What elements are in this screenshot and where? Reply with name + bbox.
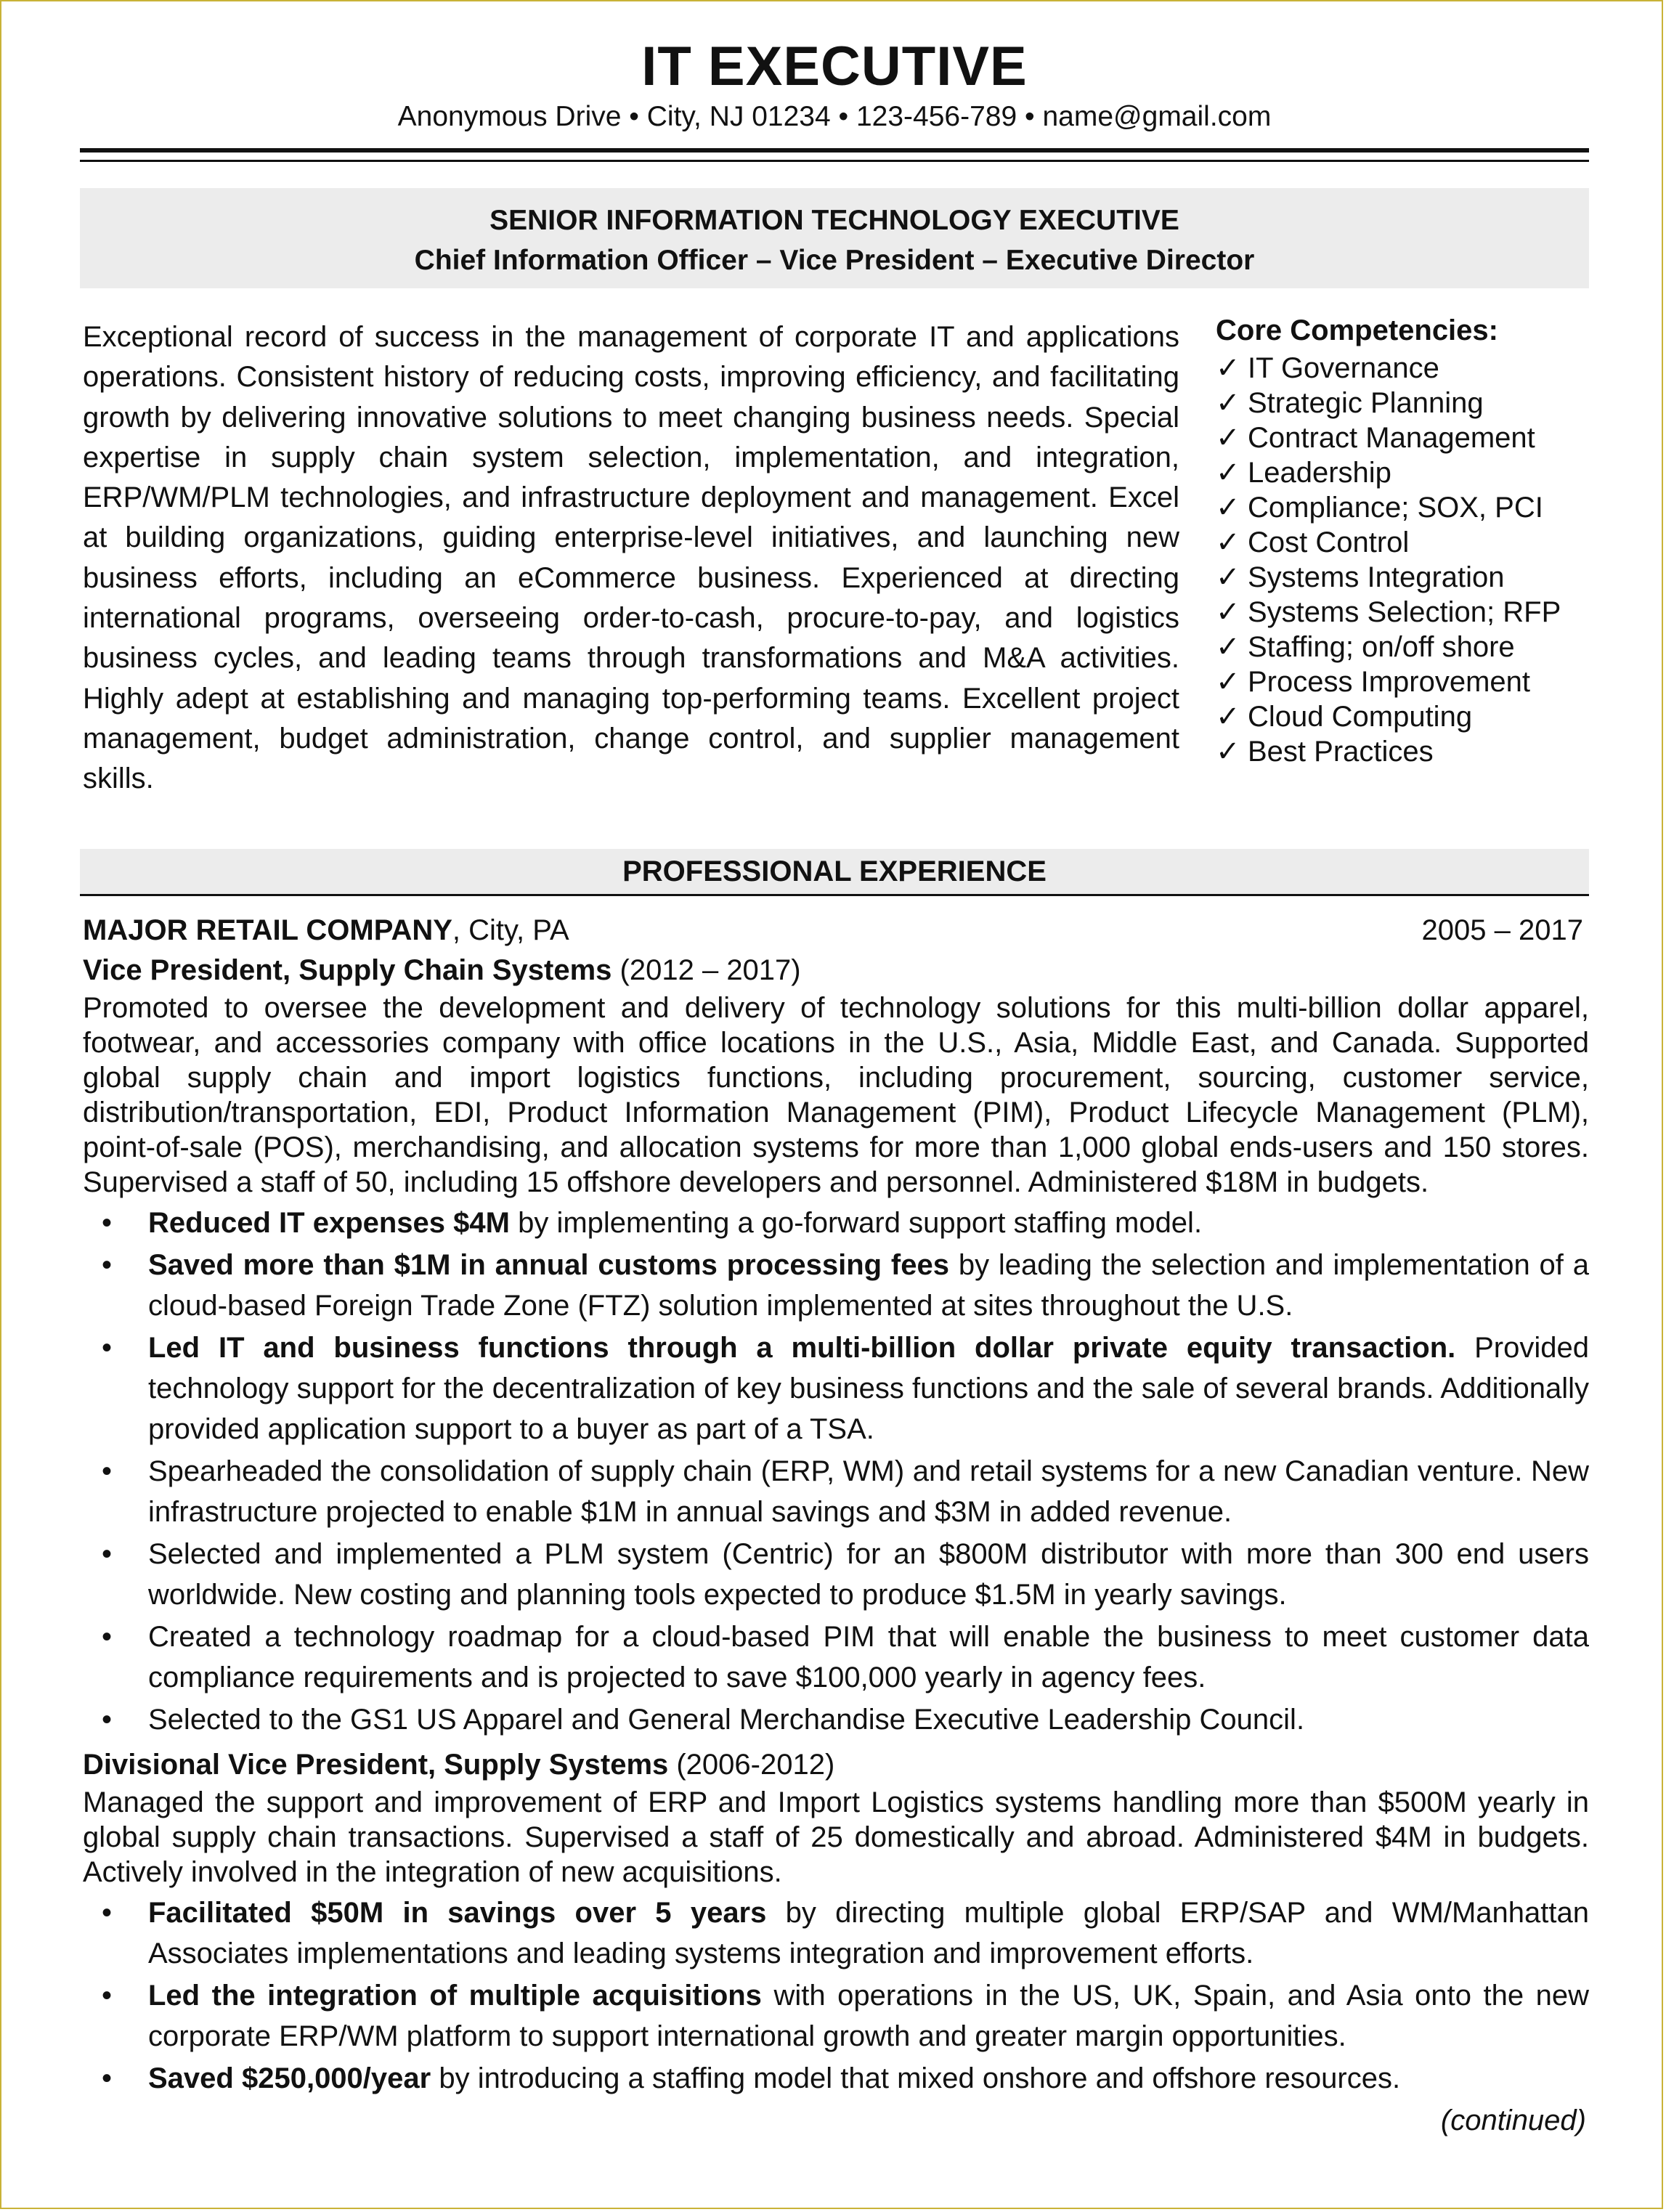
achievement-item: • Selected to the GS1 US Apparel and General Merchandise Executive Leadership Council. [80,1699,1589,1740]
role-title-dvp: Divisional Vice President, Supply Systems (2006-2012) [83,1748,835,1781]
company-name: MAJOR RETAIL COMPANY [83,914,452,946]
competency-item: ✓ Systems Integration [1216,561,1505,593]
candidate-name: IT EXECUTIVE [641,36,1028,97]
bullet-icon: • [102,1455,113,1487]
headline-band [80,188,1589,288]
checkmark-icon: ✓ [1216,631,1240,663]
checkmark-icon: ✓ [1216,387,1240,419]
competency-item: ✓ Compliance; SOX, PCI [1216,492,1543,524]
role-description-vp: Promoted to oversee the development and delivery of technology solutions for this multi-billion dollar apparel, footwear, and accessories company with office locations in the U.S., Asia, Middle East, and Canada. Supported global supply chain and import logistics functions, including procurement, sourcing, customer service, distribution/transportation, EDI, Product Information Management (PIM), Product Lifecycle Management (PLM), point-of-sale (POS), merchandising, and allocation systems for more than 1,000 global ends-users and 150 stores. Supervised a staff of 50, including 15 offshore developers and personnel. Administered $18M in budgets. [83,991,1589,1198]
achievement-item: • Led the integration of multiple acquisitions with operations in the US, UK, Spain, and Asia onto the new corporate ERP/WM platform to support international growth and greater margin opportunities. [80,1975,1589,2057]
checkmark-icon: ✓ [1216,422,1240,454]
checkmark-icon: ✓ [1216,492,1240,524]
competency-item: ✓ Leadership [1216,457,1391,489]
checkmark-icon: ✓ [1216,561,1240,593]
competency-item: ✓ Cost Control [1216,526,1410,558]
achievement-item: • Spearheaded the consolidation of supply chain (ERP, WM) and retail systems for a new Canadian venture. New infrastructure projected to enable $1M in annual savings and $3M in added revenue. [80,1451,1589,1532]
checkmark-icon: ✓ [1216,666,1240,698]
competency-item: ✓ Contract Management [1216,422,1535,454]
competency-item: ✓ Systems Selection; RFP [1216,596,1561,628]
competency-item: ✓ Best Practices [1216,736,1434,768]
checkmark-icon: ✓ [1216,526,1240,558]
bullet-icon: • [102,2062,113,2094]
competencies-list [1216,351,1579,769]
competency-item: ✓ Cloud Computing [1216,701,1473,733]
core-competencies [1216,314,1579,800]
achievements-dvp [80,1892,1589,2099]
competency-item: ✓ Staffing; on/off shore [1216,631,1515,663]
bullet-icon: • [102,1331,113,1364]
bullet-icon: • [102,1537,113,1570]
achievements-vp [80,1203,1589,1740]
bullet-icon: • [102,1896,113,1929]
achievement-item: • Created a technology roadmap for a cloud-based PIM that will enable the business to meet customer data compliance requirements and is projected to save $100,000 yearly in agency fees. [80,1617,1589,1698]
company-line [83,911,569,950]
role-description-dvp: Managed the support and improvement of ERP and Import Logistics systems handling more than $500M yearly in global supply chain transactions. Supervised a staff of 25 domestically and abroad. Administered $4M in budgets. Actively involved in the integration of new acquisitions. [83,1786,1589,1888]
checkmark-icon: ✓ [1216,596,1240,628]
header-rule-thick [80,148,1589,153]
bullet-icon: • [102,1620,113,1653]
competency-item: ✓ Process Improvement [1216,666,1531,698]
company-dates: 2005 – 2017 [1421,914,1583,946]
checkmark-icon: ✓ [1216,352,1240,384]
achievement-item: • Saved $250,000/year by introducing a staffing model that mixed onshore and offshore resources. [80,2058,1589,2099]
resume-content [80,31,1589,2141]
company-header [80,911,1589,950]
achievement-item: • Led IT and business functions through a multi-billion dollar private equity transaction. Provided technology support for the decentralization of key business functions and the sale of several brands. Additionally provided application support to a buyer as part of a TSA. [80,1327,1589,1449]
checkmark-icon: ✓ [1216,701,1240,733]
experience-section-title: PROFESSIONAL EXPERIENCE [80,849,1589,896]
company-location: , City, PA [452,914,569,946]
achievement-item: • Facilitated $50M in savings over 5 years by directing multiple global ERP/SAP and WM/Manhattan Associates implementations and leading systems integration and improvement efforts. [80,1892,1589,1974]
headline-title: SENIOR INFORMATION TECHNOLOGY EXECUTIVE [489,205,1179,236]
continued-note: (continued) [1440,2104,1586,2136]
competencies-title: Core Competencies: [1216,314,1498,346]
competency-item: ✓ IT Governance [1216,352,1439,384]
competency-item: ✓ Strategic Planning [1216,387,1484,419]
header-rule-thin [80,160,1589,162]
bullet-icon: • [102,1248,113,1281]
bullet-icon: • [102,1206,113,1239]
achievement-item: • Reduced IT expenses $4M by implementing a go-forward support staffing model. [80,1203,1589,1243]
achievement-item: • Saved more than $1M in annual customs processing fees by leading the selection and implementation of a cloud-based Foreign Trade Zone (FTZ) solution implemented at sites throughout the U.S. [80,1245,1589,1326]
summary-section [80,314,1589,800]
checkmark-icon: ✓ [1216,457,1240,489]
headline-subtitle: Chief Information Officer – Vice President – Executive Director [414,245,1255,276]
summary-paragraph: Exceptional record of success in the management of corporate IT and applications operations. Consistent history of reducing costs, improving efficiency, and facilitating growth by delivering innovative solutions to meet changing business needs. Special expertise in supply chain system selection, implementation, and integration, ERP/WM/PLM technologies, and infrastructure deployment and management. Excel at building organizations, guiding enterprise-level initiatives, and launching new business efforts, including an eCommerce business. Experienced at directing international programs, overseeing order-to-cash, procure-to-pay, and logistics business cycles, and leading teams through transformations and M&A activities. Highly adept at establishing and managing top-performing teams. Excellent project management, budget administration, change control, and supplier management skills. [83,321,1179,795]
checkmark-icon: ✓ [1216,736,1240,768]
contact-line: Anonymous Drive • City, NJ 01234 • 123-456-789 • name@gmail.com [397,101,1272,132]
role-title-vp: Vice President, Supply Chain Systems (2012 – 2017) [83,953,801,986]
achievement-item: • Selected and implemented a PLM system (Centric) for an $800M distributor with more than 300 end users worldwide. New costing and planning tools expected to produce $1.5M in yearly savings. [80,1534,1589,1615]
bullet-icon: • [102,1979,113,2012]
bullet-icon: • [102,1703,113,1736]
